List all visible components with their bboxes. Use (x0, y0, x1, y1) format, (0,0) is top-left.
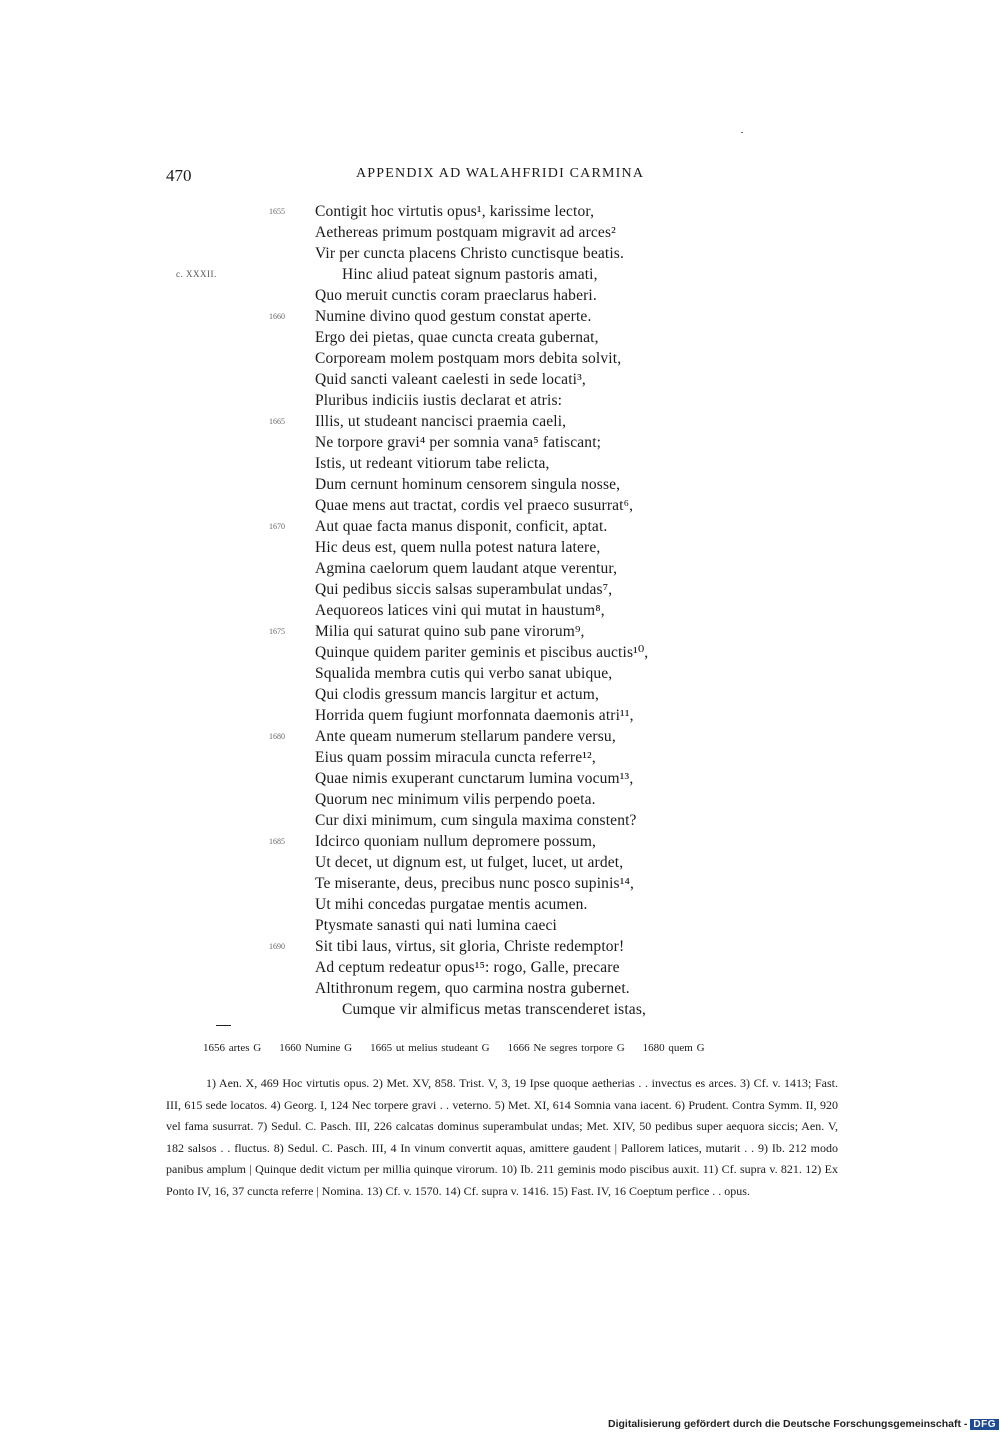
running-head: APPENDIX AD WALAHFRIDI CARMINA (356, 166, 645, 181)
dfg-logo: DFG (970, 1419, 999, 1430)
verse-line (166, 894, 846, 915)
verse-line (166, 810, 846, 831)
line-number: 1660 (269, 312, 285, 321)
line-number: 1690 (269, 942, 285, 951)
verse-text: Idcirco quoniam nullum depromere possum, (315, 833, 597, 850)
verse-text: Ad ceptum redeatur opus¹⁵: rogo, Galle, precare (315, 959, 620, 976)
line-number: 1665 (269, 417, 285, 426)
verse-text: Quae nimis exuperant cunctarum lumina vocum¹³, (315, 770, 634, 787)
verse-text: Agmina caelorum quem laudant atque verentur, (315, 560, 618, 577)
verse-text: Te miserante, deus, precibus nunc posco supinis¹⁴, (315, 875, 635, 892)
verse-line (166, 936, 846, 957)
variant-reading: 1656 artes G (203, 1042, 262, 1054)
verse-line (166, 264, 846, 285)
verse-text: Ne torpore gravi⁴ per somnia vana⁵ fatiscant; (315, 434, 602, 451)
verse-text: Quinque quidem pariter geminis et piscibus auctis¹⁰, (315, 644, 649, 661)
verse-line (166, 516, 846, 537)
page-number: 470 (166, 166, 192, 185)
verse-text: Ante queam numerum stellarum pandere versu, (315, 728, 616, 745)
verse-text: Aut quae facta manus disponit, conficit, aptat. (315, 518, 608, 535)
verse-line (166, 558, 846, 579)
verse-line (166, 306, 846, 327)
verse-text: Corpoream molem postquam mors debita solvit, (315, 350, 622, 367)
verse-line (166, 474, 846, 495)
verse-line (166, 768, 846, 789)
verse-text: Quae mens aut tractat, cordis vel praeco susurrat⁶, (315, 497, 634, 514)
line-number: 1685 (269, 837, 285, 846)
verse-text: Milia qui saturat quino sub pane virorum⁹, (315, 623, 585, 640)
verse-line (166, 411, 846, 432)
verse-line (166, 285, 846, 306)
verse-line (166, 537, 846, 558)
variant-reading: 1680 quem G (642, 1042, 705, 1054)
verse-text: Quorum nec minimum vilis perpendo poeta. (315, 791, 596, 808)
verse-text: Ut mihi concedas purgatae mentis acumen. (315, 896, 588, 913)
verse-line (166, 348, 846, 369)
verse-text: Cumque vir almificus metas transcenderet istas, (342, 1001, 647, 1018)
line-number: 1675 (269, 627, 285, 636)
verse-text: Contigit hoc virtutis opus¹, karissime lector, (315, 203, 595, 220)
verse-text: Ergo dei pietas, quae cuncta creata gubernat, (315, 329, 599, 346)
verse-line (166, 201, 846, 222)
verse-block (166, 201, 846, 1020)
verse-line (166, 705, 846, 726)
verse-text: Qui pedibus siccis salsas superambulat undas⁷, (315, 581, 613, 598)
verse-text: Vir per cuncta placens Christo cunctisque beatis. (315, 245, 625, 262)
footnote-rule (216, 1025, 231, 1026)
dfg-footer (608, 1418, 999, 1430)
verse-text: Cur dixi minimum, cum singula maxima constent? (315, 812, 637, 829)
verse-text: Istis, ut redeant vitiorum tabe relicta, (315, 455, 550, 472)
variant-readings (203, 1042, 843, 1054)
verse-line (166, 726, 846, 747)
verse-line (166, 243, 846, 264)
verse-line (166, 915, 846, 936)
verse-text: Aequoreos latices vini qui mutat in haustum⁸, (315, 602, 605, 619)
verse-text: Horrida quem fugiunt morfonnata daemonis atri¹¹, (315, 707, 634, 724)
verse-text: Sit tibi laus, virtus, sit gloria, Christe redemptor! (315, 938, 625, 955)
margin-reference: c. XXXII. (176, 269, 217, 279)
variant-reading: 1665 ut melius studeant G (370, 1042, 490, 1054)
verse-text: Qui clodis gressum mancis largitur et actum, (315, 686, 599, 703)
verse-line (166, 222, 846, 243)
verse-text: Quo meruit cunctis coram praeclarus haberi. (315, 287, 597, 304)
verse-line (166, 957, 846, 978)
verse-line (166, 621, 846, 642)
line-number: 1680 (269, 732, 285, 741)
verse-line (166, 369, 846, 390)
verse-text: Ptysmate sanasti qui nati lumina caeci (315, 917, 558, 934)
verse-text: Illis, ut studeant nancisci praemia caeli, (315, 413, 567, 430)
verse-line (166, 789, 846, 810)
verse-text: Squalida membra cutis qui verbo sanat ubique, (315, 665, 613, 682)
verse-line (166, 684, 846, 705)
verse-text: Aethereas primum postquam migravit ad arces² (315, 224, 616, 241)
footnote-text: 1) Aen. X, 469 Hoc virtutis opus. 2) Met. XV, 858. Trist. V, 3, 19 Ipse quoque aetherias . . invectus es arces. 3) Cf. v. 1413; Fast. III, 615 sede locatos. 4) Georg. I, 124 Nec torpere gravi . . veterno. 5) Met. XI, 614 Somnia vana iacent. 6) Prudent. Contra Symm. II, 920 vel fama susurrat. 7) Sedul. C. Pasch. III, 226 calcatas dominus superambulat undas; Met. XIV, 50 pedibus super aequora siccis; Aen. V, 182 salsos . . fluctus. 8) Sedul. C. Pasch. III, 4 In vinum convertit aquas, amittere gaudent | Pallorem latices, mutarit . . 9) Ib. 212 modo panibus amplum | Quinque dedit victum per millia quinque virorum. 10) Ib. 211 geminis modo piscibus auxit. 11) Cf. supra v. 821. 12) Ex Ponto IV, 16, 37 cuncta referre | Nomina. 13) Cf. v. 1570. 14) Cf. supra v. 1416. 15) Fast. IV, 16 Coeptum perfice . . opus. (166, 1076, 838, 1198)
verse-line (166, 600, 846, 621)
verse-line (166, 432, 846, 453)
verse-line (166, 873, 846, 894)
verse-line (166, 978, 846, 999)
verse-line (166, 999, 846, 1020)
verse-text: Hinc aliud pateat signum pastoris amati, (342, 266, 598, 283)
verse-text: Quid sancti valeant caelesti in sede locati³, (315, 371, 586, 388)
verse-line (166, 327, 846, 348)
verse-line (166, 390, 846, 411)
verse-text: Hic deus est, quem nulla potest natura latere, (315, 539, 601, 556)
verse-line (166, 495, 846, 516)
verse-line (166, 579, 846, 600)
verse-text: Numine divino quod gestum constat aperte. (315, 308, 592, 325)
scan-speck (741, 132, 743, 133)
dfg-footer-text: Digitalisierung gefördert durch die Deutsche Forschungsgemeinschaft - (608, 1418, 968, 1430)
verse-line (166, 663, 846, 684)
verse-line (166, 852, 846, 873)
verse-text: Pluribus indiciis iustis declarat et atris: (315, 392, 563, 409)
line-number: 1670 (269, 522, 285, 531)
verse-line (166, 453, 846, 474)
verse-line (166, 831, 846, 852)
verse-text: Eius quam possim miracula cuncta referre¹², (315, 749, 596, 766)
footnotes (166, 1073, 838, 1202)
variant-reading: 1660 Numine G (279, 1042, 353, 1054)
verse-line (166, 642, 846, 663)
verse-line (166, 747, 846, 768)
verse-text: Dum cernunt hominum censorem singula nosse, (315, 476, 621, 493)
verse-text: Ut decet, ut dignum est, ut fulget, lucet, ut ardet, (315, 854, 624, 871)
verse-text: Altithronum regem, quo carmina nostra gubernet. (315, 980, 630, 997)
variant-reading: 1666 Ne segres torpore G (507, 1042, 625, 1054)
line-number: 1655 (269, 207, 285, 216)
